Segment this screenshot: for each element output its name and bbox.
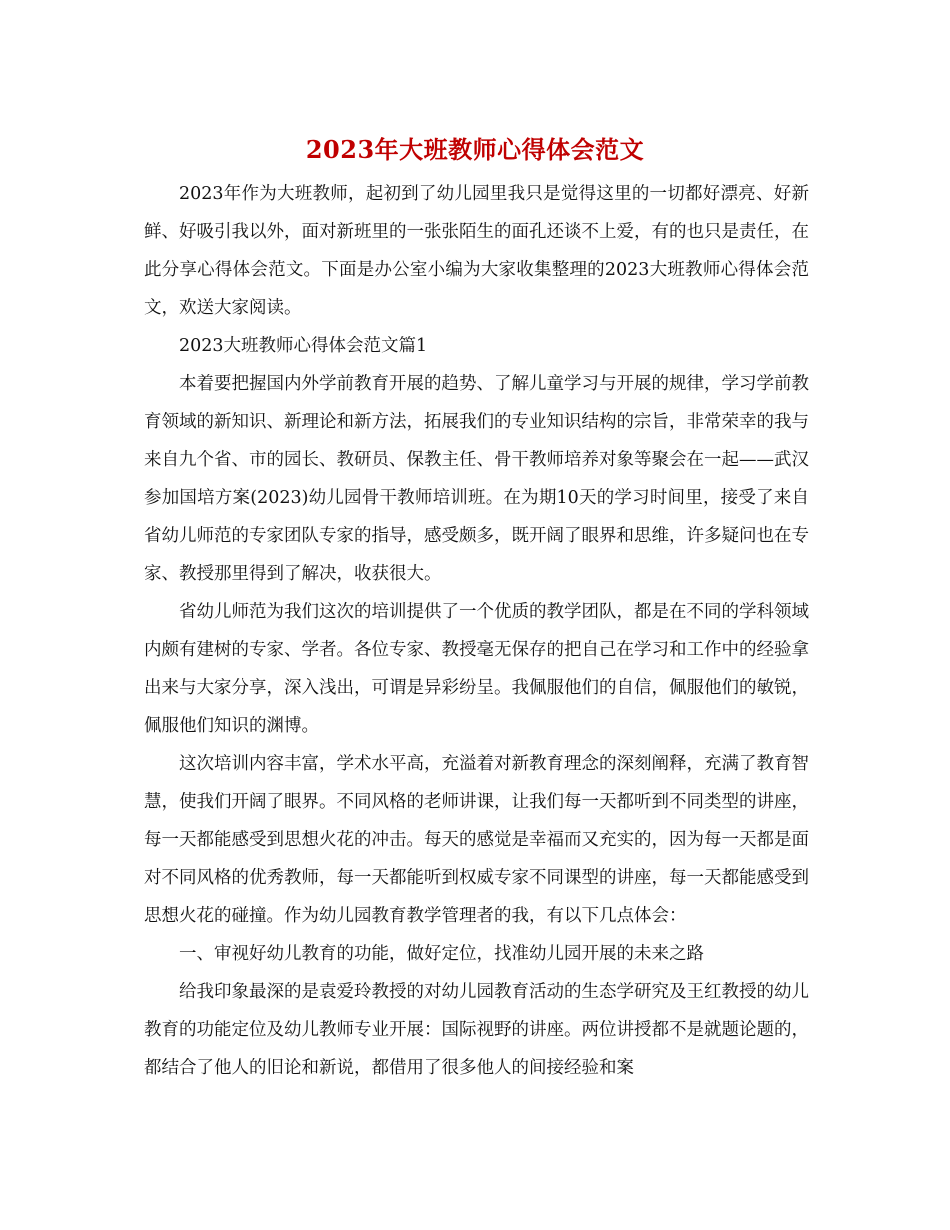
section-heading: 2023大班教师心得体会范文篇1 bbox=[179, 336, 428, 356]
paragraph-impression: 给我印象最深的是袁爱玲教授的对幼儿园教育活动的生态学研究及王红教授的幼儿教育的功能定位及幼儿教师专业开展：国际视野的讲座。两位讲授都不是就题论题的，都结合了他人的旧论和新说，都借用了很多他人的间接经验和案 bbox=[144, 982, 809, 1078]
paragraph-team: 省幼儿师范为我们这次的培训提供了一个优质的教学团队，都是在不同的学科领域内颇有建树的专家、学者。各位专家、教授毫无保存的把自己在学习和工作中的经验拿出来与大家分享，深入浅出，可谓是异彩纷呈。我佩服他们的自信，佩服他们的敏锐，佩服他们知识的渊博。 bbox=[144, 602, 809, 736]
document-body bbox=[144, 175, 809, 1087]
point-heading-one: 一、审视好幼儿教育的功能，做好定位，找准幼儿园开展的未来之路 bbox=[179, 944, 704, 964]
paragraph-intro: 2023年作为大班教师，起初到了幼儿园里我只是觉得这里的一切都好漂亮、好新鲜、好吸引我以外，面对新班里的一张张陌生的面孔还谈不上爱，有的也只是责任，在此分享心得体会范文。下面是办公室小编为大家收集整理的2023大班教师心得体会范文，欢送大家阅读。 bbox=[144, 184, 809, 318]
document-title: 2023年大班教师心得体会范文 bbox=[305, 135, 645, 164]
paragraph-training: 本着要把握国内外学前教育开展的趋势、了解儿童学习与开展的规律，学习学前教育领域的新知识、新理论和新方法，拓展我们的专业知识结构的宗旨，非常荣幸的我与来自九个省、市的园长、教研员、保教主任、骨干教师培养对象等聚会在一起——武汉参加国培方案(2023)幼儿园骨干教师培训班。在为期10天的学习时间里，接受了来自省幼儿师范的专家团队专家的指导，感受颇多，既开阔了眼界和思维，许多疑问也在专家、教授那里得到了解决，收获很大。 bbox=[144, 374, 809, 584]
paragraph-content: 这次培训内容丰富，学术水平高，充溢着对新教育理念的深刻阐释，充满了教育智慧，使我们开阔了眼界。不同风格的老师讲课，让我们每一天都听到不同类型的讲座，每一天都能感受到思想火花的冲击。每天的感觉是幸福而又充实的，因为每一天都是面对不同风格的优秀教师，每一天都能听到权威专家不同课型的讲座，每一天都能感受到思想火花的碰撞。作为幼儿园教育教学管理者的我，有以下几点体会： bbox=[144, 754, 809, 926]
